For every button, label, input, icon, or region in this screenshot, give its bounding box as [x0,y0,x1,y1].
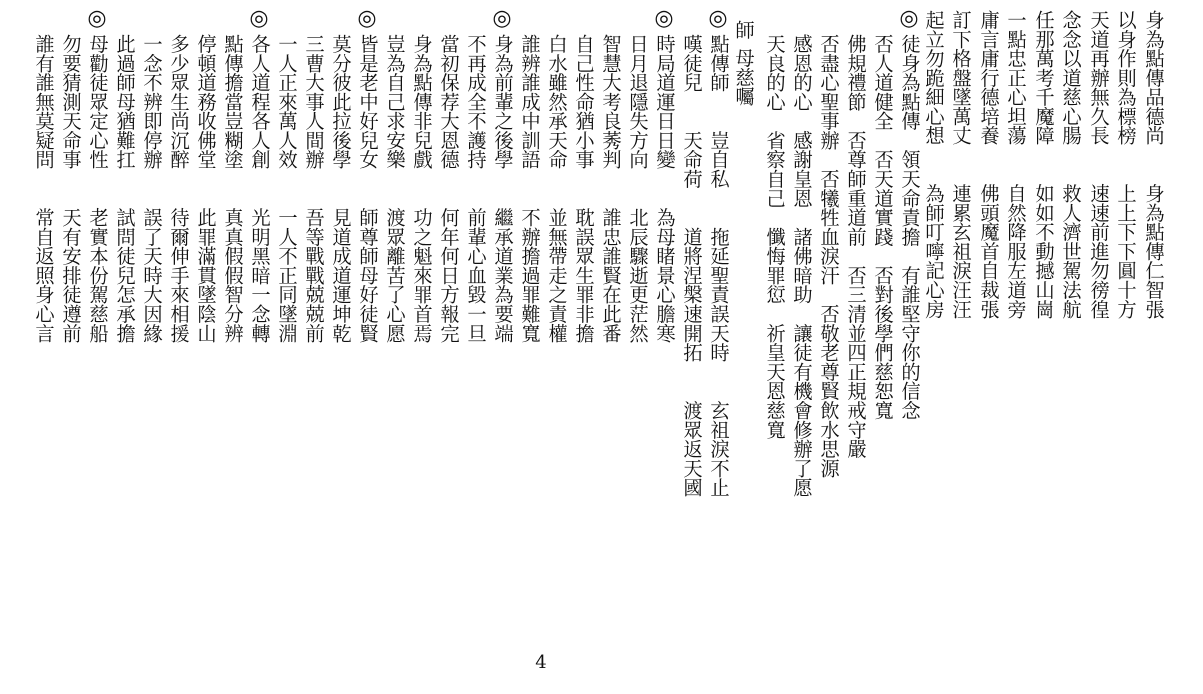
verse-column: 身為前輩之後學 繼承道業為要端 [491,34,514,343]
verse-column: 念念以道慈心腸 救人濟世駕法航 [1059,10,1082,319]
verse-column: 點傳師 豈自私 拖延聖責誤天時 玄祖淚不止 [707,34,730,497]
verse-column: 各人道程各人創 光明黑暗一念轉 [248,34,271,343]
verse-column: 誰辨誰成中訓語 不辦擔過罪難寬 [518,34,541,343]
circle-marker-icon: ◎ [249,6,269,31]
verse-column: 莫分彼此拉後學 見道成道運坤乾 [329,34,352,343]
verse-column: 皆是老中好兒女 師尊師母好徒賢 [356,34,379,343]
page-number: 4 [535,652,547,673]
verse-column: 三曹大事人間辦 吾等戰戰兢兢前 [302,34,325,343]
verse-column: 勿要猜測天命事 天有安排徒遵前 [59,34,82,343]
verse-column: 多少眾生尚沉醉 待爾伸手來相援 [167,34,190,343]
verse-column: 嘆徒兒 天命荷 道將涅槃速開拓 渡眾返天國 [680,34,703,497]
verse-column: 起立勿跪細心想 為師叮嚀記心房 [922,10,945,319]
circle-marker-icon: ◎ [87,6,107,31]
verse-column: 母勸徒眾定心性 老實本份駕慈船 [86,34,109,343]
heading-column: 母慈囑 [732,48,755,106]
verse-column: 智慧大考良莠判 誰忠誰賢在此番 [599,34,622,343]
verse-column: 停頓道務收佛堂 此罪滿貫墜陰山 [194,34,217,343]
verse-column: 天良的心 省察自己 懺悔罪愆 祈皇天恩慈寬 [763,34,786,440]
verse-column: 一點忠正心坦蕩 自然降服左道旁 [1004,10,1027,319]
verse-column: 庸言庸行德培養 佛頭魔首自裁張 [977,10,1000,319]
verse-column: 一人正來萬人效 一人不正同墜淵 [275,34,298,343]
verse-column: 身為點傳非兒戲 功之魁來罪首焉 [410,34,433,343]
verse-column: 自己性命猶小事 耽誤眾生罪非擔 [572,34,595,343]
verse-column: 以身作則為標榜 上上下下圓十方 [1114,10,1137,319]
verse-column: 身為點傳品德尚 身為點傳仁智張 [1142,10,1165,319]
heading-column: 師 [732,20,755,40]
verse-column: 一念不辨即停辦 誤了天時大因緣 [140,34,163,343]
verse-column: 當初保荐大恩德 何年何日方報完 [437,34,460,343]
verse-column: 訂下格盤墜萬丈 連累玄祖淚汪汪 [949,10,972,319]
verse-column: 感恩的心 感謝皇恩 諸佛暗助 讓徒有機會修辦了愿 [790,34,813,497]
verse-column: 佛規禮節 否尊師重道前 否三清並四正規戒守嚴 [844,34,867,459]
verse-column: 點傳擔當豈糊塗 真真假假智分辨 [221,34,244,343]
verse-column: 否人道健全 否天道實踐 否對後學們慈恕寬 [871,34,894,420]
verse-column: 否盡心聖事辦 否犧牲血淚汗 否敬老尊賢飲水思源 [817,34,840,478]
verse-column: 不再成全不護持 前輩心血毀一旦 [464,34,487,343]
verse-column: 任那萬考千魔障 如如不動撼山崗 [1032,10,1055,319]
circle-marker-icon: ◎ [899,6,919,31]
verse-column: 時局道運日日變 為母睹景心膽寒 [653,34,676,343]
circle-marker-icon: ◎ [357,6,377,31]
verse-column: 白水雖然承天命 並無帶走之責權 [545,34,568,343]
circle-marker-icon: ◎ [492,6,512,31]
circle-marker-icon: ◎ [654,6,674,31]
verse-column: 誰有誰無莫疑問 常自返照身心言 [32,34,55,343]
verse-column: 豈為自己求安樂 渡眾離苦了心愿 [383,34,406,343]
circle-marker-icon: ◎ [708,6,728,31]
verse-column: 此過師母猶難扛 試問徒兒怎承擔 [113,34,136,343]
verse-column: 徒身為點傳 領天命責擔 有誰堅守你的信念 [898,34,921,420]
verse-column: 天道再辦無久長 速速前進勿徬徨 [1087,10,1110,319]
verse-column: 日月退隱失方向 北辰驟逝更茫然 [626,34,649,343]
